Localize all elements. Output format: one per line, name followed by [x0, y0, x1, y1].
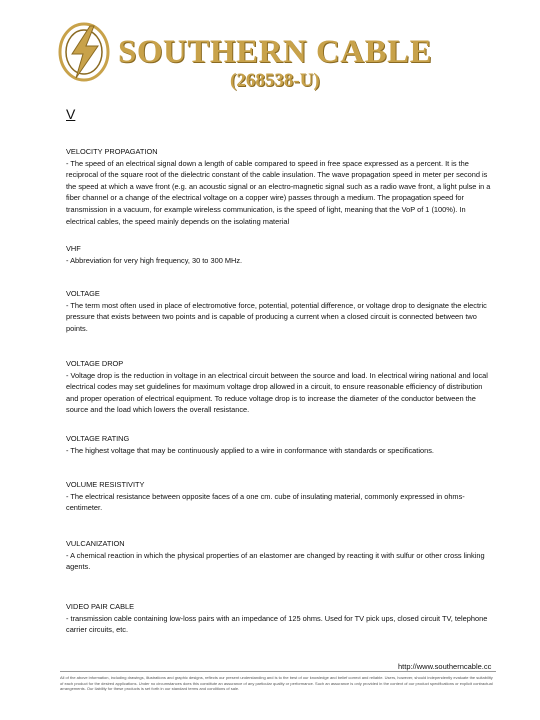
glossary-definition: - Voltage drop is the reduction in voltage in an electrical circuit between the source and load. In electrical wiring national and local electrical codes may set guidelines for maximum voltage drop allowed in a circuit, to ensure reasonable efficiency of distribution and proper operation of electrical equipment. To reduce voltage drop is to increase the diameter of the conductor between the source and the load which lowers the overall resistance.	[66, 370, 488, 415]
glossary-entry	[66, 358, 496, 416]
glossary-definition: - The term most often used in place of electromotive force, potential, potential difference, or voltage drop to designate the electric pressure that exists between two points and is capable of producing a current when a closed circuit is connected between two points.	[66, 300, 487, 333]
glossary-term: VIDEO PAIR CABLE	[66, 602, 135, 611]
glossary-entry	[66, 243, 496, 266]
glossary-definition: - The speed of an electrical signal down a length of cable compared to speed in free space expressed as a percent. It is the reciprocal of the square root of the dielectric constant of the cable insulation. The wave propagation speed in meter per second is the speed at which a wave front (e.g. an acoustic signal or an electro-magnetic signal such as a radio wave front, a light pulse in a fiber channel or a change of the electrical voltage on a copper wire) passes through a medium. The propagation speed for transmission in a vacuum, for example wireless communication, is the speed of light, meaning that the VoP of 1 (100%). In electrical cables, the speed mainly depends on the isolating material	[66, 158, 491, 226]
footer-disclaimer: All of the above information, including drawings, illustrations and graphic designs, reflects our present understanding and is to the best of our knowledge and belief correct and reliable. Users, however, should independently evaluate the suitability of each product for the desired applications. Under no circumstances does this constitute an assurance of any particular quality or performance. Such an assurance is only provided in the context of our product specifications or explicit contractual arrangements. Our liability for these products is set forth in our standard terms and conditions of sale.	[60, 675, 493, 692]
glossary-definition: - Abbreviation for very high frequency, 30 to 300 MHz.	[66, 255, 243, 265]
glossary-definition: - transmission cable containing low-loss pairs with an impedance of 125 ohms. Used for TV pick ups, closed circuit TV, telephone carrier circuits, etc.	[66, 613, 488, 635]
glossary-entry	[66, 146, 496, 227]
glossary-entry	[66, 479, 496, 514]
company-registration: (268538-U)	[230, 70, 320, 91]
glossary-definition: - A chemical reaction in which the physical properties of an elastomer are changed by reacting it with sulfur or other cross linking agents.	[66, 550, 485, 572]
glossary-term: VOLTAGE	[66, 289, 100, 298]
glossary-entry	[66, 433, 496, 456]
glossary-term: VOLTAGE RATING	[66, 434, 130, 443]
lightning-bolt-emblem-icon	[58, 22, 110, 82]
glossary-entry	[66, 288, 496, 334]
glossary-term: VHF	[66, 244, 81, 253]
glossary-definition: - The electrical resistance between opposite faces of a one cm. cube of insulating material, commonly expressed in ohms-centimeter.	[66, 491, 465, 513]
glossary-term: VULCANIZATION	[66, 539, 125, 548]
company-name: SOUTHERN CABLE	[118, 34, 433, 70]
glossary-entry	[66, 538, 496, 573]
footer-divider	[60, 671, 496, 672]
footer-url[interactable]: http://www.southerncable.cc	[398, 662, 492, 671]
section-letter: V	[66, 106, 76, 122]
glossary-term: VOLUME RESISTIVITY	[66, 480, 145, 489]
page-header	[0, 22, 540, 92]
glossary-definition: - The highest voltage that may be continuously applied to a wire in conformance with standards or specifications.	[66, 445, 434, 455]
glossary-entry	[66, 601, 496, 636]
glossary-term: VOLTAGE DROP	[66, 359, 124, 368]
glossary-term: VELOCITY PROPAGATION	[66, 147, 158, 156]
